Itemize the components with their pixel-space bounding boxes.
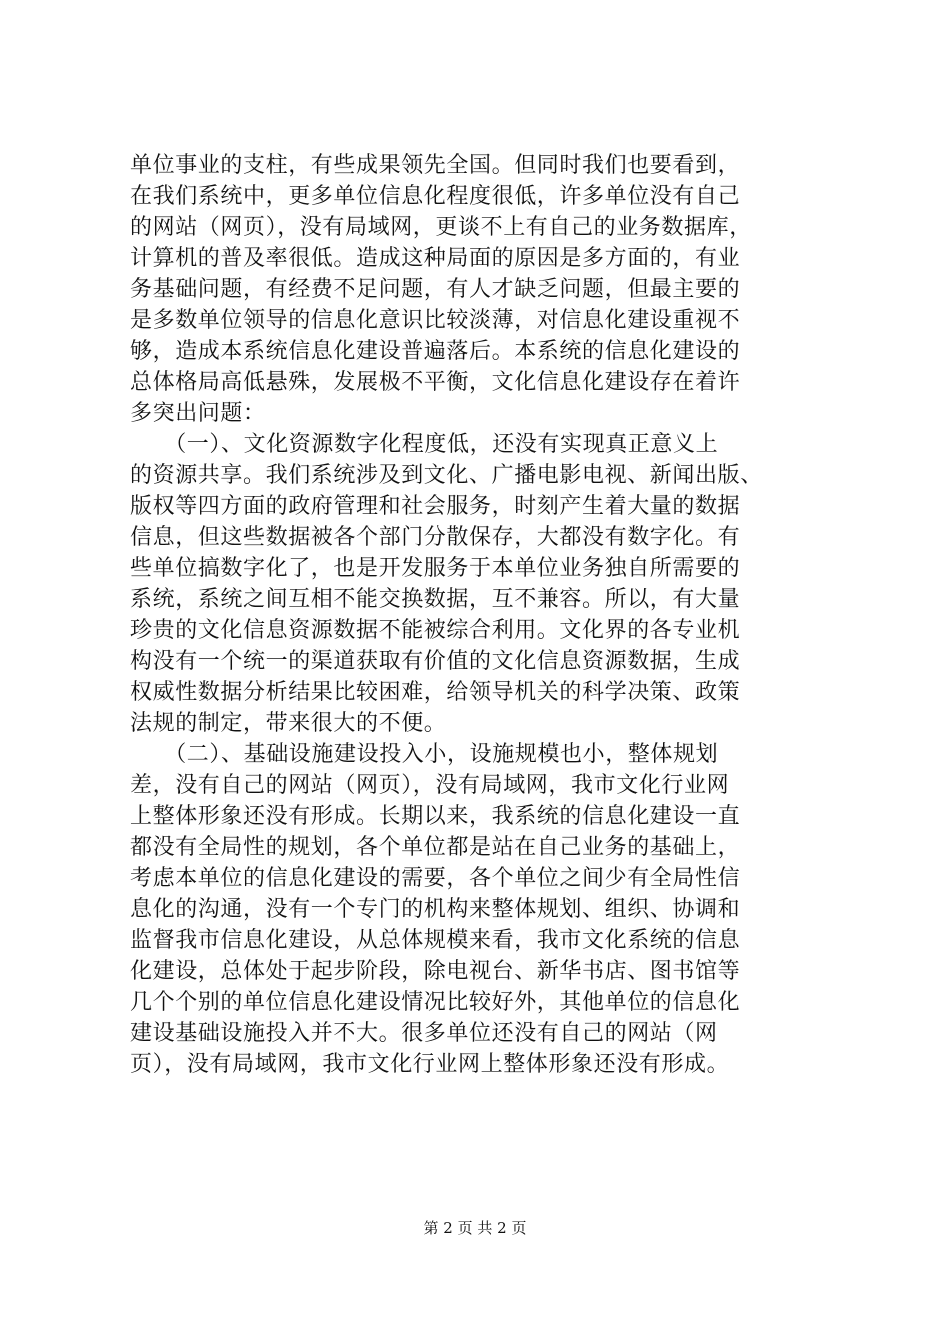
text-line: 构没有一个统一的渠道获取有价值的文化信息资源数据，生成 — [130, 649, 741, 674]
text-line: 的网站（网页），没有局域网，更谈不上有自己的业务数据库， — [130, 215, 752, 240]
text-line: 的资源共享。我们系统涉及到文化、广播电影电视、新闻出版、 — [130, 463, 763, 488]
text-line: 考虑本单位的信息化建设的需要，各个单位之间少有全局性信 — [130, 866, 741, 891]
text-line: 在我们系统中，更多单位信息化程度很低，许多单位没有自己 — [130, 184, 741, 209]
text-line: 差，没有自己的网站（网页），没有局域网，我市文化行业网 — [130, 773, 730, 798]
text-line: 息化的沟通，没有一个专门的机构来整体规划、组织、协调和 — [130, 897, 741, 922]
text-line: 上整体形象还没有形成。长期以来，我系统的信息化建设一直 — [130, 804, 741, 829]
text-line: 总体格局高低悬殊，发展极不平衡，文化信息化建设存在着许 — [130, 370, 741, 395]
page-number-label: 第 2 页 共 2 页 — [423, 1219, 527, 1237]
text-line: 务基础问题，有经费不足问题，有人才缺乏问题，但最主要的 — [130, 277, 741, 302]
text-line: 版权等四方面的政府管理和社会服务，时刻产生着大量的数据 — [130, 494, 741, 519]
text-line: 信息，但这些数据被各个部门分散保存，大都没有数字化。有 — [130, 525, 741, 550]
text-line: 监督我市信息化建设，从总体规模来看，我市文化系统的信息 — [130, 928, 741, 953]
text-line: 珍贵的文化信息资源数据不能被综合利用。文化界的各专业机 — [130, 618, 741, 643]
text-line: 计算机的普及率很低。造成这种局面的原因是多方面的，有业 — [130, 246, 741, 271]
text-line: 建设基础设施投入并不大。很多单位还没有自己的网站（网 — [130, 1021, 718, 1046]
page-footer — [0, 1218, 950, 1238]
text-line: 是多数单位领导的信息化意识比较淡薄，对信息化建设重视不 — [130, 308, 741, 333]
text-line: 多突出问题： — [130, 401, 266, 426]
text-line: 权威性数据分析结果比较困难，给领导机关的科学决策、政策 — [130, 680, 741, 705]
text-line: （二）、基础设施建设投入小，设施规模也小，整体规划 — [130, 742, 719, 767]
text-line: （一）、文化资源数字化程度低，还没有实现真正意义上 — [130, 432, 719, 457]
text-line: 些单位搞数字化了，也是开发服务于本单位业务独自所需要的 — [130, 556, 741, 581]
text-line: 单位事业的支柱，有些成果领先全国。但同时我们也要看到， — [130, 153, 741, 178]
text-line: 化建设，总体处于起步阶段，除电视台、新华书店、图书馆等 — [130, 959, 741, 984]
text-line: 够，造成本系统信息化建设普遍落后。本系统的信息化建设的 — [130, 339, 741, 364]
text-line: 法规的制定，带来很大的不便。 — [130, 711, 447, 736]
text-line: 页），没有局域网，我市文化行业网上整体形象还没有形成。 — [130, 1052, 730, 1077]
body-text — [130, 150, 830, 1080]
text-line: 都没有全局性的规划，各个单位都是站在自己业务的基础上， — [130, 835, 741, 860]
text-line: 几个个别的单位信息化建设情况比较好外，其他单位的信息化 — [130, 990, 741, 1015]
text-line: 系统，系统之间互相不能交换数据，互不兼容。所以，有大量 — [130, 587, 741, 612]
